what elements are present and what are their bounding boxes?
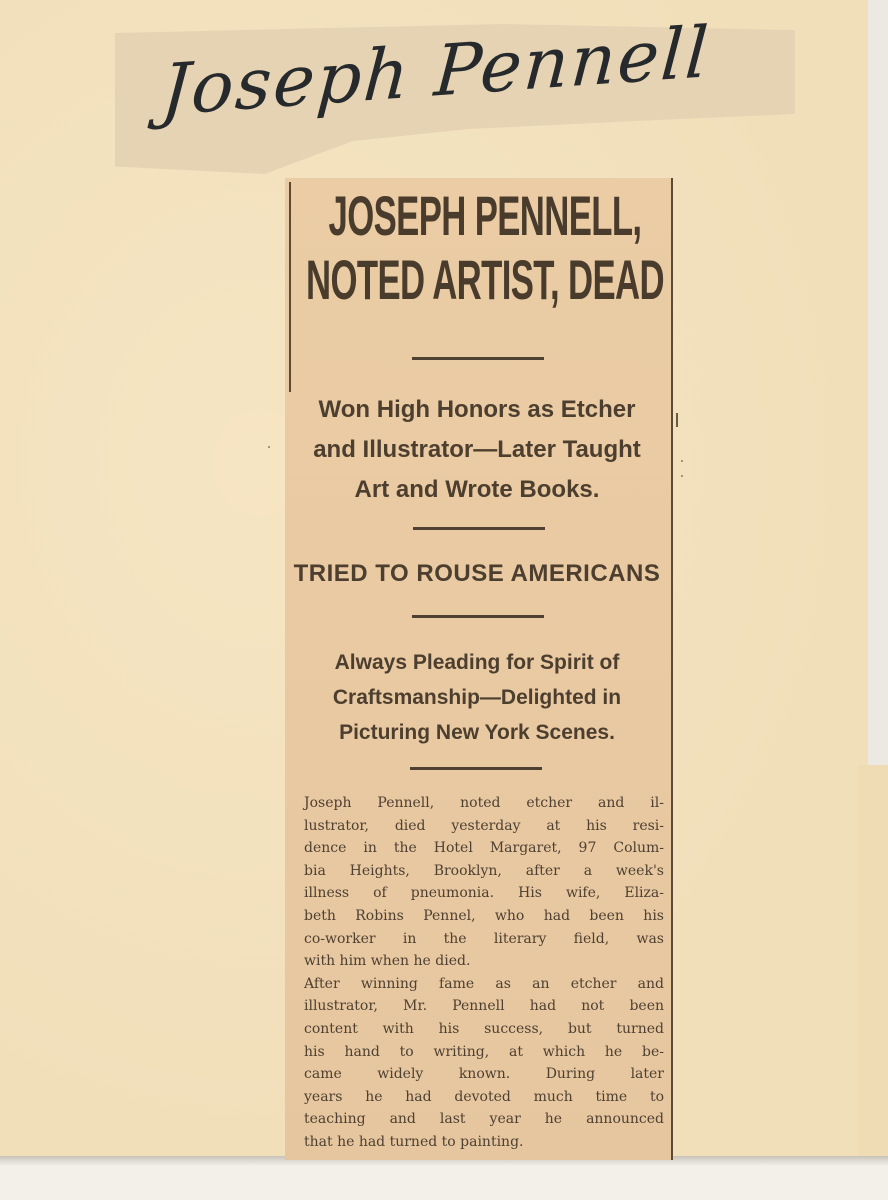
headline-line: JOSEPH PENNELL, xyxy=(328,184,642,247)
deck-line: and Illustrator—Later Taught xyxy=(313,436,641,463)
text-line: years he had devoted much time to xyxy=(304,1088,664,1105)
text-line: bia Heights, Brooklyn, after a week's xyxy=(304,862,664,879)
scan-margin xyxy=(868,0,888,765)
text-line: his hand to writing, at which he be- xyxy=(304,1043,664,1060)
paper-speck xyxy=(268,446,270,448)
divider-rule xyxy=(413,527,545,530)
deck-line: TRIED TO ROUSE AMERICANS xyxy=(293,560,661,587)
text-line: co-worker in the literary field, was xyxy=(304,930,664,947)
divider-rule xyxy=(412,357,544,360)
text-line: with him when he died. xyxy=(304,953,471,970)
article-body xyxy=(290,792,664,1154)
column-rule xyxy=(289,182,291,392)
subheading-deck-3 xyxy=(287,645,667,750)
deck-line: Always Pleading for Spirit of xyxy=(334,651,620,674)
paper-speck xyxy=(681,475,683,477)
deck-line: Picturing New York Scenes. xyxy=(339,721,615,744)
deck-line: Art and Wrote Books. xyxy=(354,476,600,503)
subheading-deck-1 xyxy=(287,390,667,510)
text-line: content with his success, but turned xyxy=(304,1020,664,1037)
subheading-deck-2 xyxy=(287,558,667,590)
headline-line: NOTED ARTIST, DEAD xyxy=(306,248,664,311)
text-line: came widely known. During later xyxy=(304,1066,664,1083)
divider-rule xyxy=(410,767,542,770)
divider-rule xyxy=(412,615,544,618)
handwritten-signature: Joseph Pennell xyxy=(158,10,713,132)
deck-line: Won High Honors as Etcher xyxy=(318,396,636,423)
text-line: beth Robins Pennel, who had been his xyxy=(304,907,664,924)
headline xyxy=(306,184,664,312)
paper-speck xyxy=(681,460,683,462)
text-line: dence in the Hotel Margaret, 97 Colum- xyxy=(304,840,664,857)
text-line: illustrator, Mr. Pennell had not been xyxy=(304,998,664,1015)
text-line: lustrator, died yesterday at his resi- xyxy=(304,817,664,834)
text-line: After winning fame as an etcher and xyxy=(304,975,664,992)
scrapbook-page-edge xyxy=(858,765,888,1158)
text-line: that he had turned to painting. xyxy=(304,1133,524,1150)
text-line: Joseph Pennell, noted etcher and il- xyxy=(304,795,664,811)
paragraph xyxy=(290,973,664,1154)
deck-line: Craftsmanship—Delighted in xyxy=(332,686,622,709)
text-line: illness of pneumonia. His wife, Eliza- xyxy=(304,885,664,902)
margin-mark xyxy=(676,413,678,427)
paragraph xyxy=(290,792,664,973)
text-line: teaching and last year he announced xyxy=(304,1111,664,1128)
